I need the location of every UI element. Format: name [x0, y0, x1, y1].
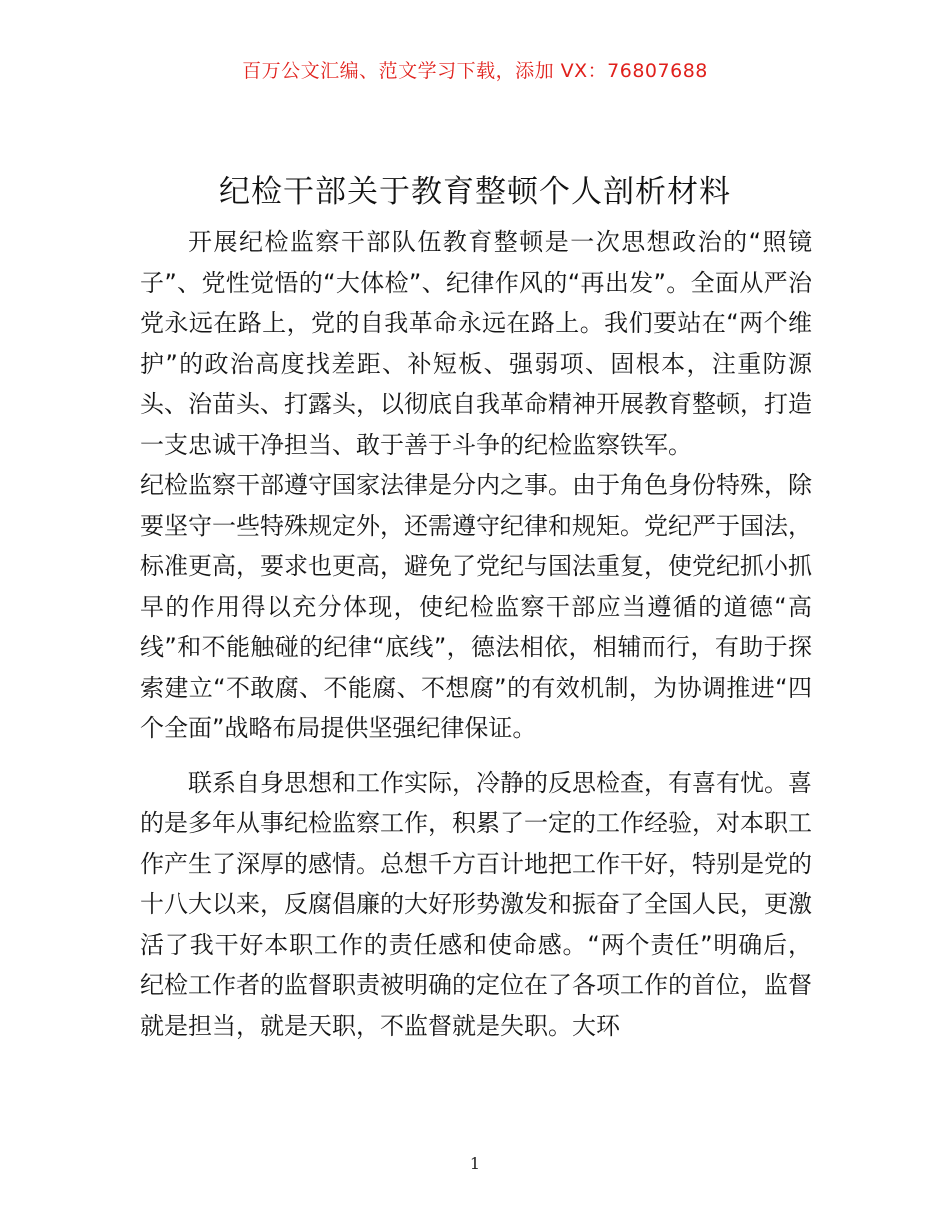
paragraph-3: 联系自身思想和工作实际，冷静的反思检查，有喜有忧。喜的是多年从事纪检监察工作，积累了一定的工作经验，对本职工作产生了深厚的感情。总想千方百计地把工作干好，特别是党的十八大以来，反腐倡廉的大好形势激发和振奋了全国人民，更激活了我干好本职工作的责任感和使命感。“两个责任”明确后，纪检工作者的监督职责被明确的定位在了各项工作的首位，监督就是担当，就是天职，不监督就是失职。大环	[140, 768, 812, 1040]
document-body	[140, 222, 812, 1046]
document-title: 纪检干部关于教育整顿个人剖析材料	[219, 174, 731, 210]
paragraph-2: 纪检监察干部遵守国家法律是分内之事。由于角色身份特殊，除要坚守一些特殊规定外，还需遵守纪律和规矩。党纪严于国法，标准更高，要求也更高，避免了党纪与国法重复，使党纪抓小抓早的作用得以充分体现，使纪检监察干部应当遵循的道德“高线”和不能触碰的纪律“底线”，德法相依，相辅而行，有助于探索建立“不敢腐、不能腐、不想腐”的有效机制，为协调推进“四个全面”战略布局提供坚强纪律保证。	[140, 471, 812, 742]
header-banner: 百万公文汇编、范文学习下载，添加 VX：76807688	[242, 60, 708, 82]
page-number: 1	[469, 1154, 481, 1173]
paragraph-1: 开展纪检监察干部队伍教育整顿是一次思想政治的“照镜子”、党性觉悟的“大体检”、纪律作风的“再出发”。全面从严治党永远在路上，党的自我革命永远在路上。我们要站在“两个维护”的政治高度找差距、补短板、强弱项、固根本，注重防源头、治苗头、打露头，以彻底自我革命精神开展教育整顿，打造一支忠诚干净担当、敢于善于斗争的纪检监察铁军。	[140, 228, 812, 459]
